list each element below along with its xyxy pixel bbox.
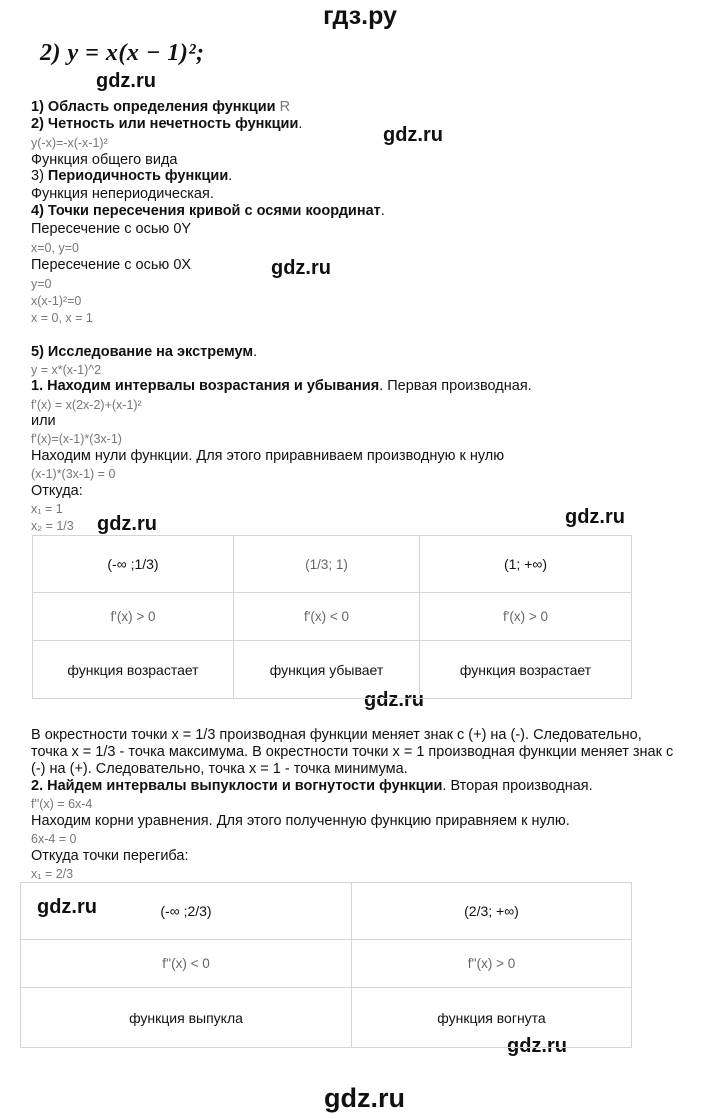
table-cell: (-∞ ;1/3)	[33, 536, 234, 593]
table-cell: функция возрастает	[420, 641, 632, 699]
text-line: Функция общего вида	[31, 152, 178, 168]
table-cell: f''(x) > 0	[352, 940, 632, 988]
formula-line: x(x-1)²=0	[31, 294, 82, 308]
table-row	[21, 940, 632, 988]
text-line: Находим нули функции. Для этого приравниваем производную к нулю	[31, 448, 505, 464]
text-line: или	[31, 413, 56, 429]
formula-line: 6x-4 = 0	[31, 832, 77, 846]
table-row	[33, 536, 632, 593]
formula-line: f'(x)=(x-1)*(3x-1)	[31, 432, 122, 446]
table-cell: f'(x) > 0	[33, 593, 234, 641]
text-line: В окрестности точки x = 1/3 производная функции меняет знак с (+) на (-). Следовательно,	[31, 727, 642, 743]
text-line: Находим корни уравнения. Для этого полученную функцию приравняем к нулю.	[31, 813, 570, 829]
watermark: gdz.ru	[271, 257, 331, 279]
watermark: gdz.ru	[383, 124, 443, 146]
text-line: 3) Периодичность функции.	[31, 168, 233, 184]
table-row	[21, 883, 632, 940]
table-cell: функция выпукла	[21, 988, 352, 1048]
text-line: 5) Исследование на экстремум.	[31, 344, 258, 360]
table-cell: функция вогнута	[352, 988, 632, 1048]
watermark: gdz.ru	[324, 1083, 405, 1113]
table-row	[33, 641, 632, 699]
formula-line: (x-1)*(3x-1) = 0	[31, 467, 116, 481]
table-cell: (-∞ ;2/3)	[21, 883, 352, 940]
watermark: gdz.ru	[364, 689, 424, 711]
formula-line: y = x*(x-1)^2	[31, 363, 102, 377]
watermark: gdz.ru	[507, 1035, 567, 1057]
formula-line: f'(x) = x(2x-2)+(x-1)²	[31, 398, 142, 412]
site-title: гдз.ру	[323, 2, 397, 30]
monotonicity-table	[32, 535, 632, 699]
table-cell: (1; +∞)	[420, 536, 632, 593]
table-cell: (1/3; 1)	[234, 536, 420, 593]
text-line: 1. Находим интервалы возрастания и убывания. Первая производная.	[31, 378, 532, 394]
formula-line: x=0, y=0	[31, 241, 79, 255]
text-line: Пересечение с осью 0Y	[31, 221, 192, 237]
formula-line: x = 0, x = 1	[31, 311, 93, 325]
table-cell: функция возрастает	[33, 641, 234, 699]
convexity-table	[20, 882, 632, 1048]
text-line: 2) Четность или нечетность функции.	[31, 116, 303, 132]
text-line: 1) Область определения функции R	[31, 99, 291, 115]
text-line: 2. Найдем интервалы выпуклости и вогнутости функции. Вторая производная.	[31, 778, 593, 794]
formula-line: y=0	[31, 277, 52, 291]
table-cell: f'(x) < 0	[234, 593, 420, 641]
formula-line: x₁ = 2/3	[31, 867, 74, 881]
text-line: Пересечение с осью 0X	[31, 257, 192, 273]
table-row	[33, 593, 632, 641]
table-cell: функция убывает	[234, 641, 420, 699]
table-cell: (2/3; +∞)	[352, 883, 632, 940]
formula-line: f''(x) = 6x-4	[31, 797, 93, 811]
text-line: Откуда точки перегиба:	[31, 848, 189, 864]
task-equation: 2) y = x(x − 1)²;	[40, 40, 205, 66]
watermark: gdz.ru	[565, 506, 625, 528]
watermark: gdz.ru	[96, 70, 156, 92]
text-line: Откуда:	[31, 483, 83, 499]
watermark: gdz.ru	[97, 513, 157, 535]
formula-line: y(-x)=-x(-x-1)²	[31, 136, 108, 150]
table-cell: f''(x) < 0	[21, 940, 352, 988]
text-line: точка x = 1/3 - точка максимума. В окрестности точки x = 1 производная функции меняет знак с	[31, 744, 674, 760]
formula-line: x₂ = 1/3	[31, 519, 74, 533]
text-line: Функция непериодическая.	[31, 186, 214, 202]
watermark: gdz.ru	[37, 896, 97, 918]
text-line: (-) на (+). Следовательно, точка x = 1 - точка минимума.	[31, 761, 408, 777]
formula-line: x₁ = 1	[31, 502, 63, 516]
table-cell: f'(x) > 0	[420, 593, 632, 641]
table-row	[21, 988, 632, 1048]
text-line: 4) Точки пересечения кривой с осями координат.	[31, 203, 385, 219]
